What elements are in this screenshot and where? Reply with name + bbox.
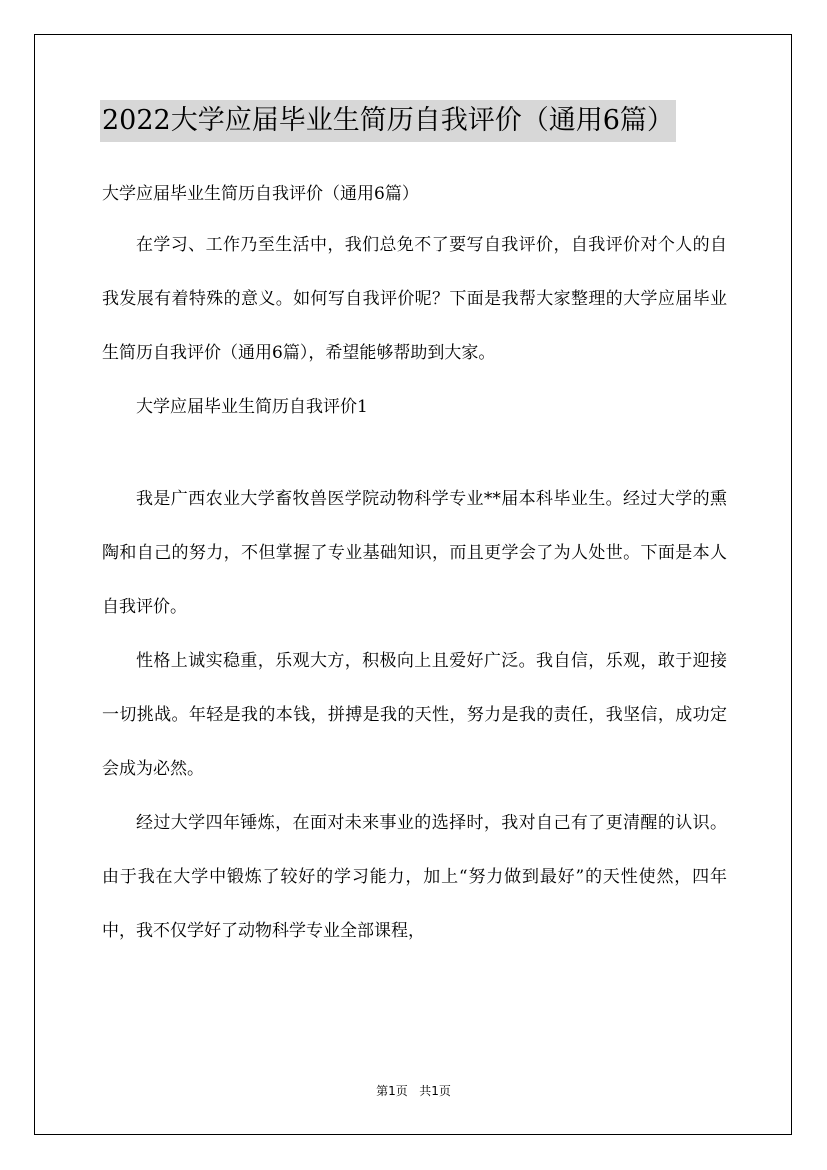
document-subtitle: 大学应届毕业生简历自我评价（通用6篇）: [102, 184, 419, 204]
body-paragraph: 我是广西农业大学畜牧兽医学院动物科学专业**届本科毕业生。经过大学的熏陶和自己的努力，不但掌握了专业基础知识，而且更学会了为人处世。下面是本人自我评价。: [102, 489, 727, 617]
spacer: [102, 434, 727, 472]
page-footer: [0, 1082, 827, 1099]
page-number: 第1页: [376, 1084, 408, 1098]
body-paragraph: 性格上诚实稳重，乐观大方，积极向上且爱好广泛。我自信，乐观，敢于迎接一切挑战。年轻是我的本钱，拼搏是我的天性，努力是我的责任，我坚信，成功定会成为必然。: [102, 651, 727, 779]
intro-paragraph: 在学习、工作乃至生活中，我们总免不了要写自我评价，自我评价对个人的自我发展有着特殊的意义。如何写自我评价呢？下面是我帮大家整理的大学应届毕业生简历自我评价（通用6篇），希望能够帮助到大家。: [102, 235, 727, 363]
page-total: 共1页: [419, 1084, 451, 1098]
section-heading: 大学应届毕业生简历自我评价1: [136, 397, 368, 417]
document-title: 2022大学应届毕业生简历自我评价（通用6篇）: [100, 100, 676, 142]
document-body: [102, 170, 727, 958]
body-paragraph: 经过大学四年锤炼，在面对未来事业的选择时，我对自己有了更清醒的认识。由于我在大学中锻炼了较好的学习能力，加上“努力做到最好”的天性使然，四年中，我不仅学好了动物科学专业全部课程，: [102, 813, 727, 941]
